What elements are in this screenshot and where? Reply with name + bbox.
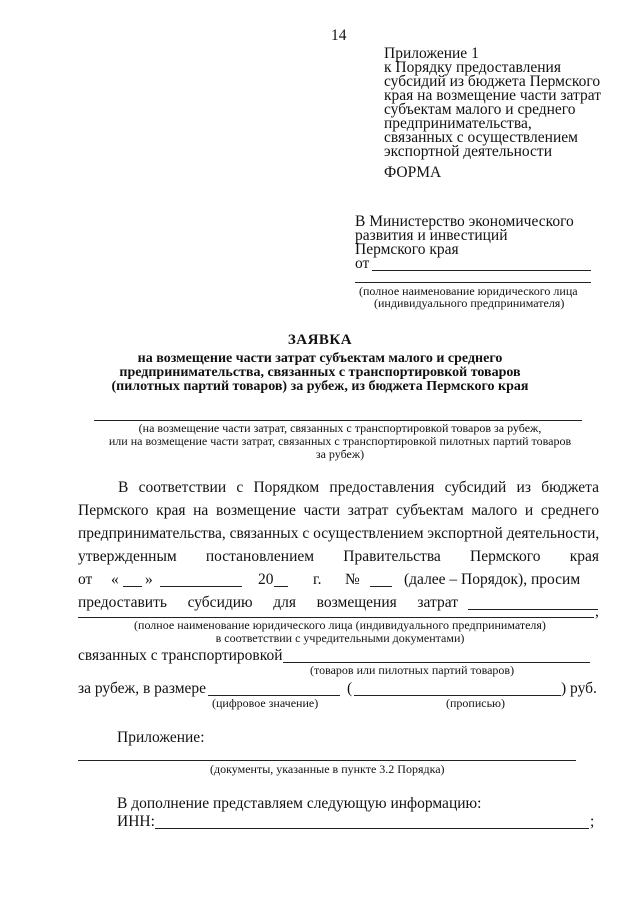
inn-field[interactable] bbox=[155, 828, 589, 829]
entity-caption: (полное наименование юридического лица (индивидуального предпринимателя) bbox=[134, 618, 546, 632]
amount-open-paren: ( bbox=[347, 680, 353, 697]
date-tail: (далее – Порядок), просим bbox=[404, 571, 581, 588]
body-line: В соответствии с Порядком предоставления субсидий из бюджета bbox=[118, 479, 599, 496]
document-title: ЗАЯВКА bbox=[287, 332, 353, 348]
body-line: предпринимательства, связанных с осуществлением экспортной деятельности, bbox=[78, 525, 600, 542]
title-subline: на возмещение части затрат субъектам малого и среднего bbox=[137, 351, 503, 366]
addressee-line: В Министерство экономического bbox=[355, 213, 574, 230]
amount-words-caption: (прописью) bbox=[446, 696, 506, 710]
decree-number-field[interactable] bbox=[370, 586, 392, 587]
date-day-field[interactable] bbox=[123, 586, 142, 587]
from-caption: (полное наименование юридического лица bbox=[359, 284, 578, 298]
date-year-prefix: 20 bbox=[258, 571, 274, 588]
appendix-line: к Порядку предоставления bbox=[384, 59, 561, 76]
appendix-line: субъектам малого и среднего bbox=[384, 101, 576, 118]
form-label: ФОРМА bbox=[384, 164, 442, 181]
inn-end: ; bbox=[590, 813, 595, 830]
date-from-label: от bbox=[78, 571, 93, 588]
attachment-caption: (документы, указанные в пункте 3.2 Порядка) bbox=[210, 762, 445, 776]
title-subline: (пилотных партий товаров) за рубеж, из бюджета Пермского края bbox=[111, 379, 529, 394]
additional-info-heading: В дополнение представляем следующую информацию: bbox=[117, 795, 482, 812]
addressee-line: Пермского края bbox=[355, 241, 459, 258]
body-line: утвержденным постановлением Правительства Пермского края bbox=[78, 548, 599, 565]
appendix-line: субсидий из бюджета Пермского bbox=[384, 73, 601, 90]
appendix-line: края на возмещение части затрат bbox=[384, 87, 601, 104]
inn-label: ИНН: bbox=[117, 813, 155, 830]
transport-label: связанных с транспортировкой bbox=[78, 647, 283, 664]
number-sign: № bbox=[345, 571, 360, 588]
subsidy-type-caption: (на возмещение части затрат, связанных с транспортировкой товаров за рубеж, bbox=[138, 421, 542, 435]
amount-label: за рубеж, в размере bbox=[78, 680, 207, 697]
body-line: Пермского края на возмещение части затрат субъектам малого и среднего bbox=[78, 502, 599, 519]
costs-field[interactable] bbox=[468, 609, 598, 610]
subsidy-type-caption: за рубеж) bbox=[315, 447, 365, 461]
appendix-line: связанных с осуществлением bbox=[384, 129, 578, 146]
page-number: 14 bbox=[331, 27, 347, 44]
entity-comma: , bbox=[595, 603, 599, 620]
from-field[interactable] bbox=[372, 270, 591, 271]
appendix-line: предпринимательства, bbox=[384, 115, 532, 132]
entity-caption: в соответствии с учредительными документами) bbox=[215, 631, 465, 645]
date-close-quote: » bbox=[145, 571, 153, 588]
request-line: предоставить субсидию для возмещения затрат bbox=[78, 594, 458, 611]
from-field-line-2[interactable] bbox=[355, 282, 591, 283]
appendix-line: Приложение 1 bbox=[384, 45, 479, 62]
attachment-field[interactable] bbox=[78, 760, 576, 761]
title-subline: предпринимательства, связанных с транспортировкой товаров bbox=[119, 365, 521, 380]
from-label: от bbox=[355, 255, 370, 272]
date-month-field[interactable] bbox=[160, 586, 242, 587]
attachment-label: Приложение: bbox=[117, 729, 205, 746]
addressee-line: развития и инвестиций bbox=[355, 227, 508, 244]
amount-currency: ) руб. bbox=[561, 680, 597, 697]
date-year-suffix: г. bbox=[313, 571, 322, 588]
transport-caption: (товаров или пилотных партий товаров) bbox=[310, 663, 515, 677]
from-caption: (индивидуального предпринимателя) bbox=[374, 296, 565, 310]
date-year-field[interactable] bbox=[274, 586, 288, 587]
appendix-line: экспортной деятельности bbox=[384, 143, 552, 160]
date-open-quote: « bbox=[111, 571, 119, 588]
amount-digits-caption: (цифровое значение) bbox=[212, 696, 319, 710]
subsidy-type-caption: или на возмещение части затрат, связанных с транспортировкой пилотных партий товаров bbox=[108, 434, 572, 448]
